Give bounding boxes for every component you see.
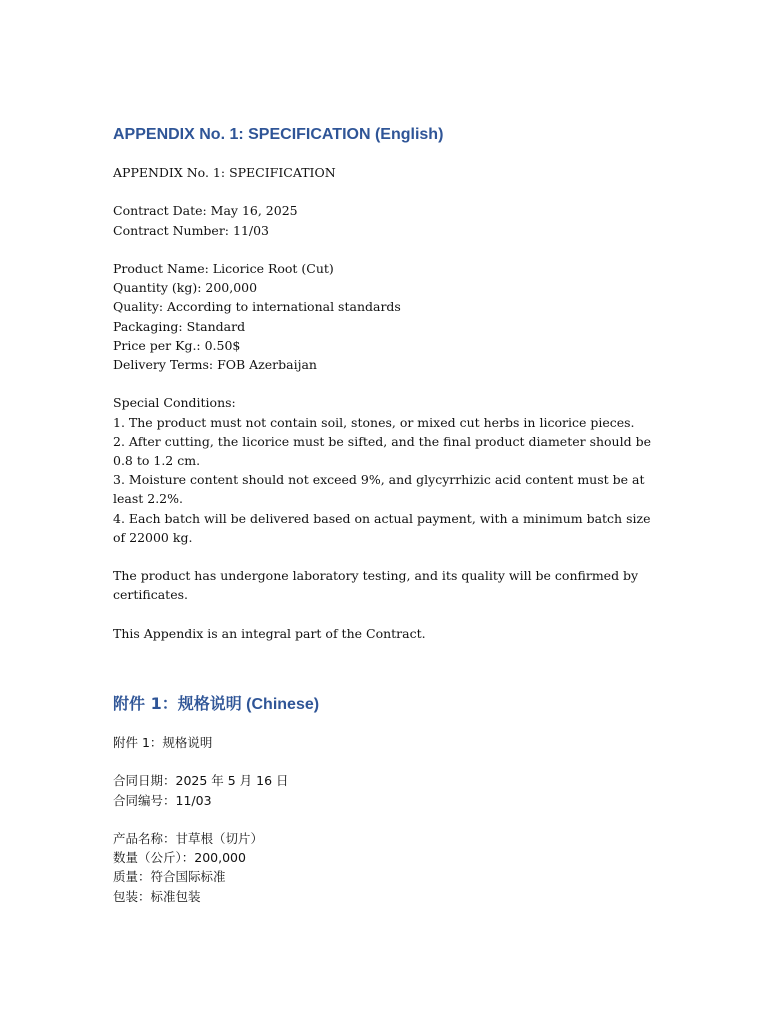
english-title-line: APPENDIX No. 1: SPECIFICATION [113,165,336,180]
delivery-terms: Delivery Terms: FOB Azerbaijan [113,357,317,372]
document-page [113,123,653,906]
price-per-kg: Price per Kg.: 0.50$ [113,337,241,353]
quantity: Quantity (kg): 200,000 [113,280,258,296]
special-conditions-label: Special Conditions: [113,395,236,411]
chinese-section-heading [113,692,653,717]
chinese-quality: 质量：符合国际标准 [113,869,226,885]
chinese-title-line: 附件 1：规格说明 [113,735,213,750]
chinese-packaging: 包装：标准包装 [113,888,201,904]
contract-date: Contract Date: May 16, 2025 [113,203,298,219]
chinese-product-name: 产品名称：甘草根（切片） [113,830,264,846]
condition-2: 2. After cutting, the licorice must be sifted, and the final product diameter should be 0.8 to 1.2 cm. [113,433,651,468]
chinese-quantity: 数量（公斤）：200,000 [113,850,246,866]
chinese-heading-suffix: (Chinese) [241,696,320,713]
product-name: Product Name: Licorice Root (Cut) [113,260,334,276]
chinese-heading-text: 附件 1：规格说明 [113,694,242,713]
condition-4: 4. Each batch will be delivered based on actual payment, with a minimum batch size of 22000 kg. [113,510,651,545]
chinese-contract-date: 合同日期：2025 年 5 月 16 日 [113,773,289,789]
condition-3: 3. Moisture content should not exceed 9%, and glycyrrhizic acid content must be at least 2.2%. [113,472,645,507]
packaging: Packaging: Standard [113,318,246,334]
chinese-contract-number: 合同编号：11/03 [113,792,212,808]
condition-1: 1. The product must not contain soil, stones, or mixed cut herbs in licorice pieces. [113,414,635,430]
english-section-heading: APPENDIX No. 1: SPECIFICATION (English) [113,126,444,143]
quality: Quality: According to international standards [113,299,401,315]
integral-part-statement: This Appendix is an integral part of the Contract. [113,625,426,641]
contract-number: Contract Number: 11/03 [113,222,270,238]
lab-testing-statement: The product has undergone laboratory testing, and its quality will be confirmed by certificates. [113,568,639,603]
